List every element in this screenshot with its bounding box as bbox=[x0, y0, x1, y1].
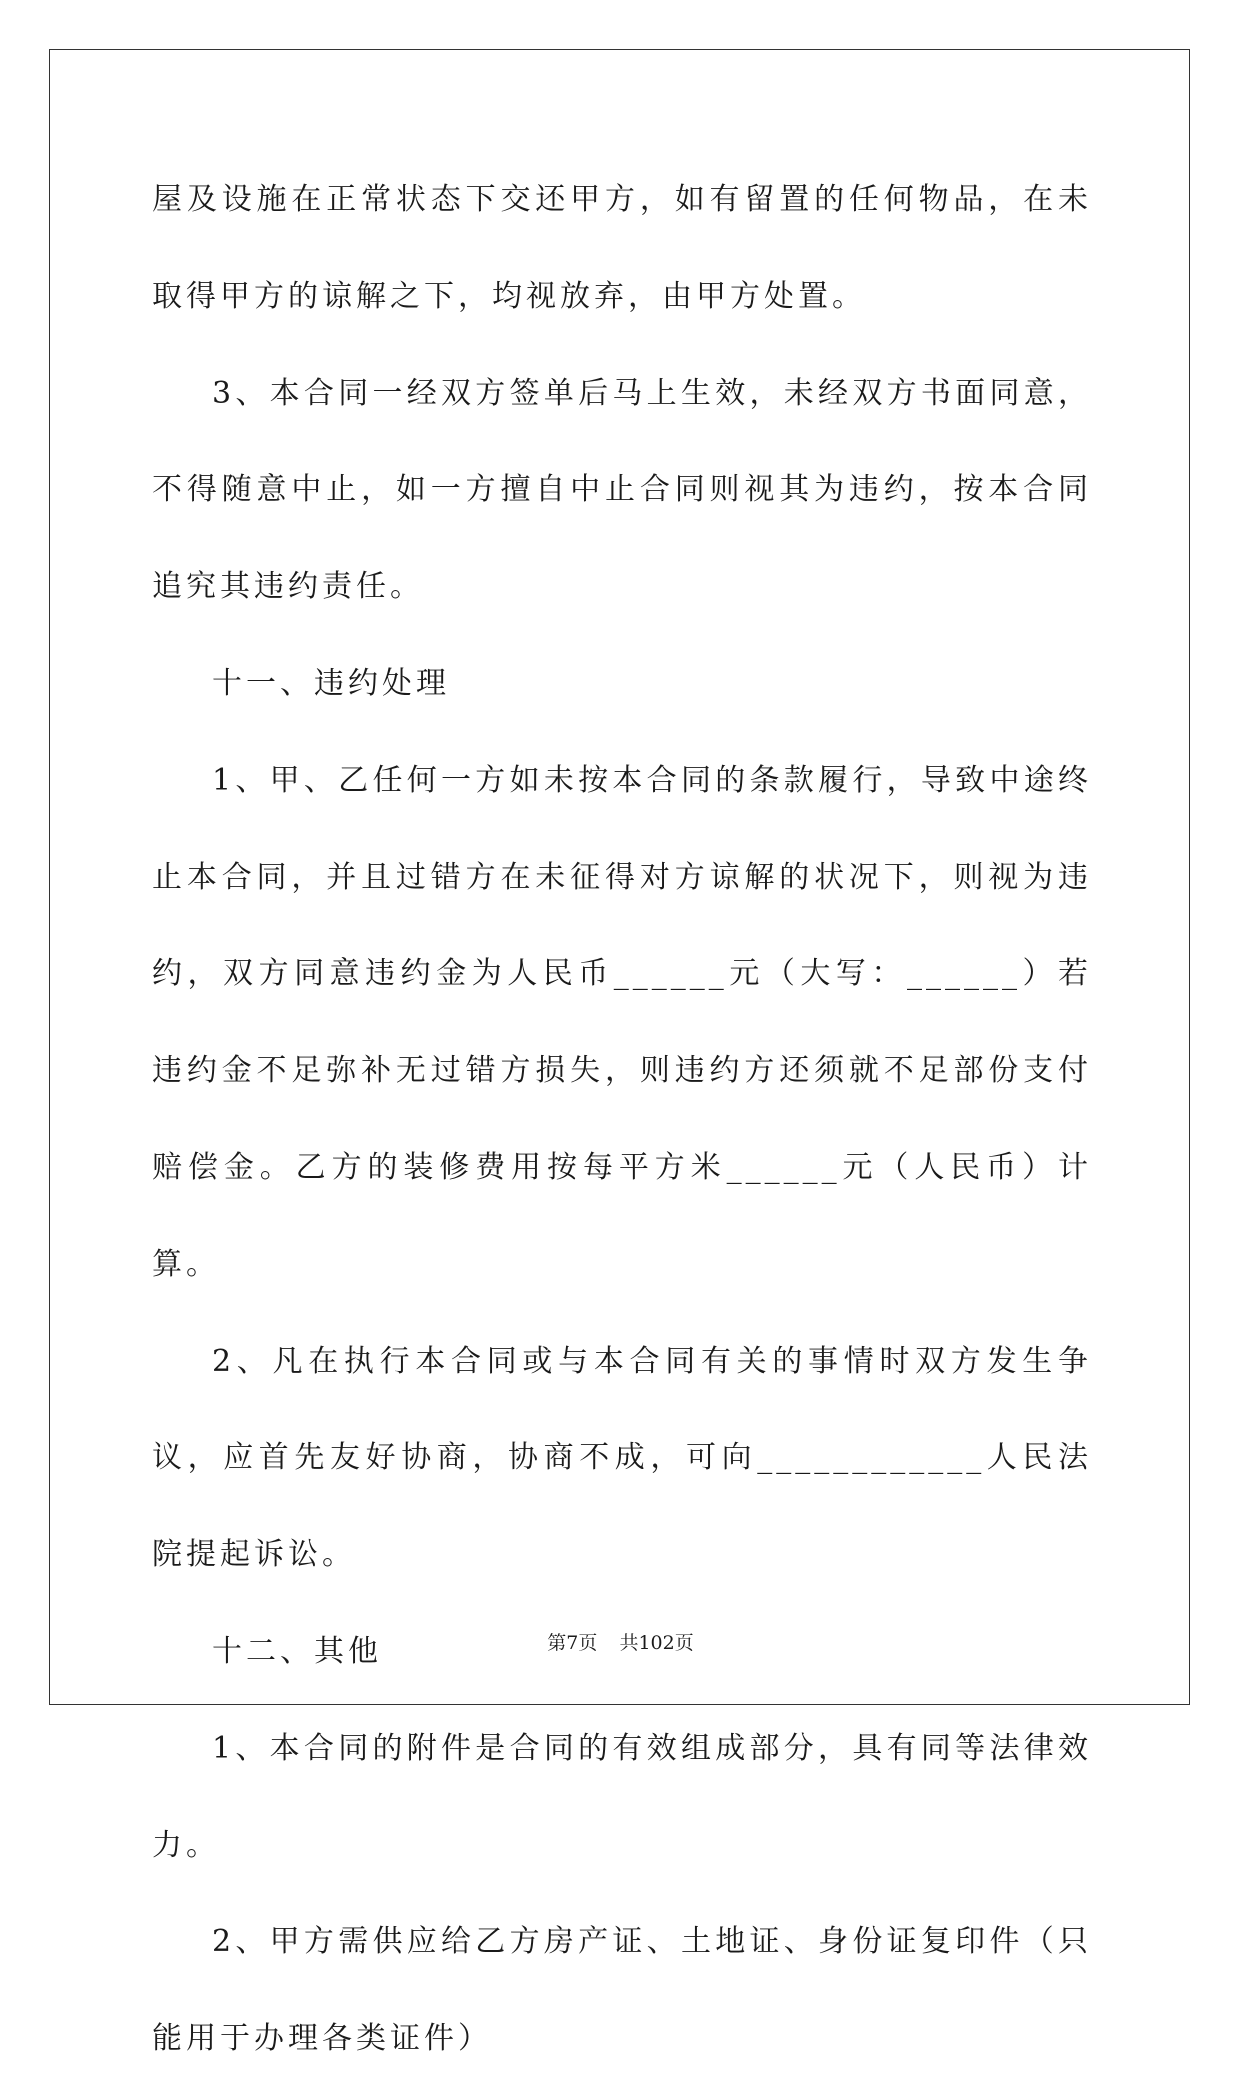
section-heading-12: 十二、其他 bbox=[212, 1633, 382, 1669]
paragraph-other-2: 2、甲方需供应给乙方房产证、土地证、身份证复印件（只能用于办理各类证件） bbox=[152, 1924, 1092, 2057]
page-footer bbox=[0, 1628, 1241, 1655]
paragraph-other-1: 1、本合同的附件是合同的有效组成部分，具有同等法律效力。 bbox=[152, 1730, 1092, 1863]
paragraph-breach-1: 1、甲、乙任何一方如未按本合同的条款履行，导致中途终止本合同，并且过错方在未征得对方谅解的状况下，则视为违约，双方同意违约金为人民币______元（大写：______）若违约金不足弥补无过错方损失，则违约方还须就不足部份支付赔偿金。乙方的装修费用按每平方米______元（人民币）计算。 bbox=[152, 762, 1092, 1282]
document-body bbox=[152, 152, 1092, 2088]
paragraph-continuation: 屋及设施在正常状态下交还甲方，如有留置的任何物品，在未取得甲方的谅解之下，均视放弃，由甲方处置。 bbox=[152, 182, 1092, 314]
paragraph-breach-2: 2、凡在执行本合同或与本合同有关的事情时双方发生争议，应首先友好协商，协商不成，可向____________人民法院提起诉讼。 bbox=[152, 1343, 1092, 1573]
paragraph-clause-3: 3、本合同一经双方签单后马上生效，未经双方书面同意，不得随意中止，如一方擅自中止合同则视其为违约，按本合同追究其违约责任。 bbox=[152, 375, 1092, 605]
section-heading-11: 十一、违约处理 bbox=[212, 665, 450, 701]
page-total: 共102页 bbox=[619, 1632, 694, 1654]
page-number: 第7页 bbox=[547, 1632, 598, 1654]
